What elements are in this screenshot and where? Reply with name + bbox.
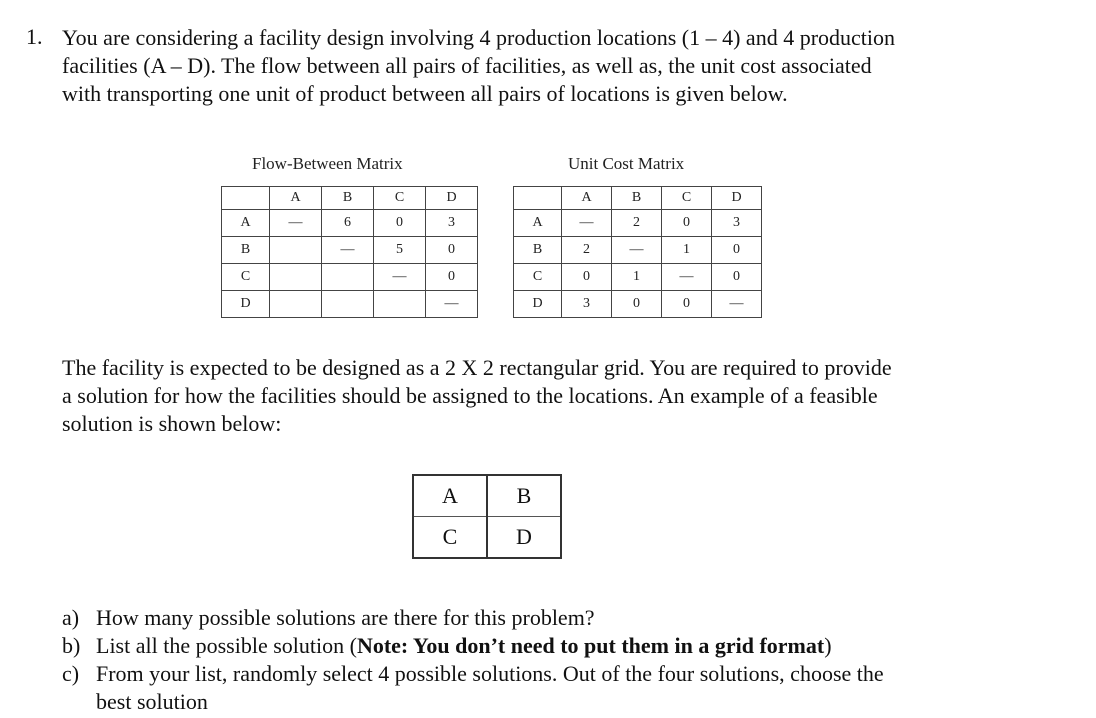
matrix-cell: — — [374, 264, 426, 291]
row-header: C — [514, 264, 562, 291]
grid-cell: B — [487, 475, 561, 517]
matrix-cell: — — [270, 210, 322, 237]
matrix-cell: — — [322, 237, 374, 264]
matrix-cell: 0 — [662, 291, 712, 318]
matrix-cell: 2 — [562, 237, 612, 264]
matrix-cell: — — [712, 291, 762, 318]
row-header: B — [222, 237, 270, 264]
row-header: D — [222, 291, 270, 318]
matrix-cell — [270, 237, 322, 264]
part-b — [62, 632, 884, 660]
matrix-cell: 3 — [426, 210, 478, 237]
cost-matrix-title: Unit Cost Matrix — [568, 154, 685, 173]
flow-matrix-table — [221, 186, 478, 318]
matrix-cell: 1 — [612, 264, 662, 291]
matrix-cell — [322, 291, 374, 318]
matrix-cell: 0 — [426, 264, 478, 291]
col-header: D — [712, 187, 762, 210]
part-note: Note: You don’t need to put them in a grid format — [356, 633, 825, 658]
intro-line: facilities (A – D). The flow between all pairs of facilities, as well as, the unit cost associated — [62, 53, 872, 78]
matrix-cell: — — [662, 264, 712, 291]
matrix-cell: 0 — [426, 237, 478, 264]
matrix-cell: 5 — [374, 237, 426, 264]
grid-text-line: a solution for how the facilities should be assigned to the locations. An example of a feasible — [62, 383, 878, 408]
row-header: A — [514, 210, 562, 237]
part-a — [62, 604, 884, 632]
grid-cell: A — [413, 475, 487, 517]
col-header: C — [662, 187, 712, 210]
grid-text-line: solution is shown below: — [62, 411, 282, 436]
row-header: D — [514, 291, 562, 318]
part-text: How many possible solutions are there for this problem? — [96, 605, 595, 630]
cost-matrix-table — [513, 186, 762, 318]
matrix-cell: 6 — [322, 210, 374, 237]
matrix-cell: 0 — [712, 237, 762, 264]
row-header: B — [514, 237, 562, 264]
question-parts — [62, 604, 884, 714]
matrix-cell — [270, 264, 322, 291]
matrix-cell — [374, 291, 426, 318]
matrix-cell — [322, 264, 374, 291]
part-text: List all the possible solution ( — [96, 633, 357, 658]
corner-cell — [222, 187, 270, 210]
matrix-cell: 1 — [662, 237, 712, 264]
corner-cell — [514, 187, 562, 210]
matrix-cell: — — [612, 237, 662, 264]
matrix-cell: 0 — [712, 264, 762, 291]
matrix-cell: — — [562, 210, 612, 237]
intro-line: with transporting one unit of product between all pairs of locations is given below. — [62, 81, 788, 106]
col-header: D — [426, 187, 478, 210]
matrix-cell: 0 — [562, 264, 612, 291]
matrix-cell: 3 — [712, 210, 762, 237]
matrix-cell: 0 — [612, 291, 662, 318]
grid-text-line: The facility is expected to be designed as a 2 X 2 rectangular grid. You are required to provide — [62, 355, 892, 380]
part-label: b) — [62, 633, 81, 658]
question-intro — [62, 24, 895, 108]
part-label: a) — [62, 605, 80, 630]
matrix-cell: 0 — [662, 210, 712, 237]
matrix-cell: 2 — [612, 210, 662, 237]
part-text-end: ) — [824, 633, 832, 658]
part-c — [62, 660, 884, 714]
row-header: A — [222, 210, 270, 237]
matrix-cell: — — [426, 291, 478, 318]
col-header: A — [270, 187, 322, 210]
col-header: B — [612, 187, 662, 210]
row-header: C — [222, 264, 270, 291]
matrix-cell: 3 — [562, 291, 612, 318]
matrix-cell: 0 — [374, 210, 426, 237]
col-header: A — [562, 187, 612, 210]
grid-cell: D — [487, 517, 561, 559]
intro-line: You are considering a facility design involving 4 production locations (1 – 4) and 4 production — [62, 25, 896, 50]
col-header: C — [374, 187, 426, 210]
matrix-cell — [270, 291, 322, 318]
grid-cell: C — [413, 517, 487, 559]
grid-description — [62, 354, 892, 438]
part-label: c) — [62, 661, 80, 686]
part-text: From your list, randomly select 4 possible solutions. Out of the four solutions, choose the — [96, 661, 884, 686]
flow-matrix-title: Flow-Between Matrix — [252, 154, 403, 173]
question-number: 1. — [26, 24, 43, 49]
part-text-continued: best solution — [96, 689, 208, 714]
col-header: B — [322, 187, 374, 210]
example-solution-grid — [412, 474, 562, 559]
